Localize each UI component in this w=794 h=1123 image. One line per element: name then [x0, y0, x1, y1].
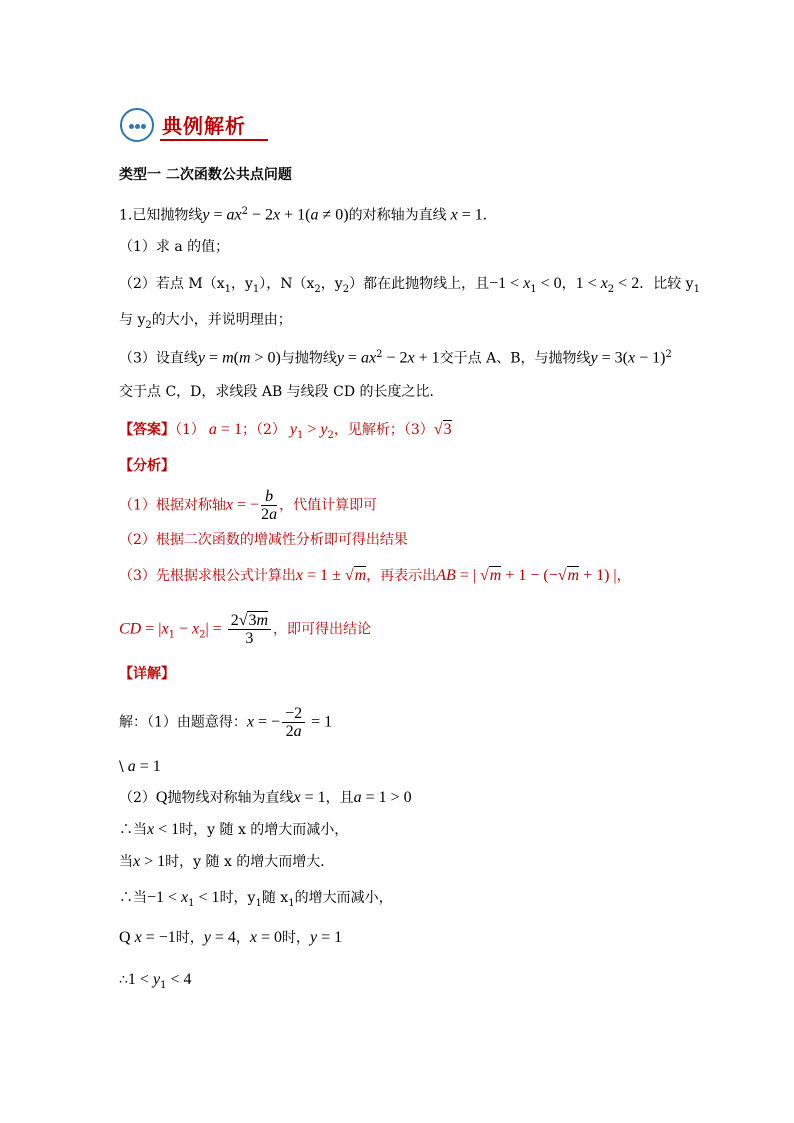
detail-line2: \ a = 1 [119, 758, 161, 775]
section-title: 典例解析 [162, 114, 246, 138]
detail-line8: ∴1 < $y_1 < 4$ [119, 971, 192, 991]
detail-line5: 当x > 1时，y 随 x 的增大而增大． [119, 853, 335, 870]
analysis-step2: （2）根据二次函数的增减性分析即可得出结果 [119, 532, 408, 548]
analysis-step3: （3）先根据求根公式计算出x = 1 ± √m，再表示出AB = | √m + 1 − (−√m + 1) |， [119, 567, 631, 584]
detail-line3: （2）Q抛物线对称轴为直线x = 1，且a = 1 > 0 [119, 789, 412, 806]
problem-intro: 1.已知抛物线$y = ax^2 - 2x + 1(a \ne 0)$的对称轴为直线 x = 1． [119, 206, 497, 224]
detail-line4: ∴当x < 1时，y 随 x 的增大而减小， [119, 821, 349, 838]
analysis-label: 【分析】 [119, 458, 175, 474]
problem-part2-cont: 与 $y_2$的大小，并说明理由； [119, 312, 292, 331]
section-header [120, 106, 280, 146]
problem-part3: （3）设直线y = m(m > 0)与抛物线$y = ax^2 - 2x + 1$交于点 A、B，与抛物线$y = 3(x - 1)^2$ [119, 349, 672, 367]
problem-part1: （1）求 a 的值； [119, 239, 230, 255]
problem-part3-cont: 交于点 C，D，求线段 AB 与线段 CD 的长度之比． [119, 384, 444, 400]
detail-line6: ∴当$-1 < x_1 < 1$时，$y_1$随 $x_1$的增大而减小， [119, 889, 393, 909]
detail-line1: 解：（1）由题意得：x = − $\frac{-2}{2a}$ = 1 [119, 705, 333, 740]
answer-line: 【答案】（1） a = 1；（2） $y_1 > y_2$，见解析；（3）√3 [119, 421, 452, 441]
problem-part2: （2）若点 $M(x_1$，$y_1$），$N(x_2$，$y_2$）都在此抛物线上，且$-1 < x_1 < 0$，$1 < x_2 < 2$．比较 $y_1$ [119, 275, 700, 295]
type-heading: 类型一 二次函数公共点问题 [119, 167, 292, 183]
detail-label: 【详解】 [119, 666, 175, 682]
dots-icon [120, 108, 154, 142]
analysis-step3-cont: CD = $|x_1 - x_2|$ = $\frac{2√3m}{3}$ ，即可得出结论 [119, 612, 372, 647]
analysis-step1: （1）根据对称轴x = − $\frac{b}{2a}$ ，代值计算即可 [119, 488, 378, 523]
title-underline [160, 139, 268, 141]
detail-line7: Q x = −1时，y = 4，x = 0时，y = 1 [119, 929, 343, 946]
